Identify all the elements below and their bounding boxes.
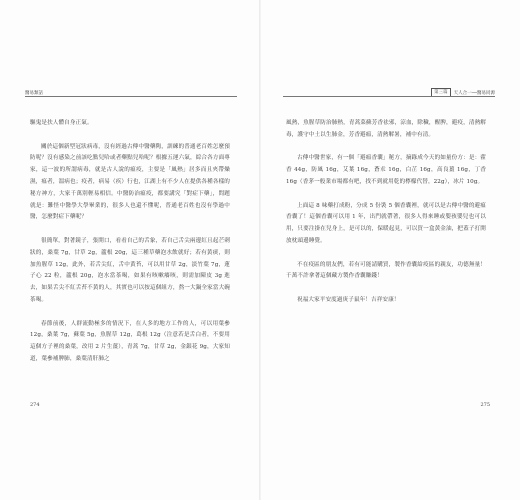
paragraph: 上面這 8 味藥打成粉，分成 5 份裝 5 個香囊裡，就可以是古傳中醫的避瘟香囊了！這個香囊可以用 1 年，出門就帶著，很多人得來睡或嬰孩嬰兒也可以用，只要注掛在兒身上，是可以的，保暖起見，可以買一盒黃金油，把蓋子打開放枕頭邊睡覺。: [286, 202, 486, 244]
left-page: [0, 0, 259, 500]
page-body: [286, 118, 486, 319]
paragraph: 風熱，魚腥草防治肺熱，青蒿菜蘇芳香祛邪，涼血，除穢，醒脾，避疫，清熱解毒，護守中土以生肺金，芳香避瘟，清熱解暑，補中有清。: [286, 120, 486, 138]
paragraph: 春節前後，人群流動極多的情況下，在人多的地方工作的人，可以用葉參 12g，桑葉 7g，蘇葉 5g，魚腥草 12g，葛根 12g（注意若是舌白者，不要用這個方子裡的桑葉，改用 2 片生薑），青蒿 7g，甘草 2g，金銀花 9g，大家知道，葉參補脾肺，桑葉清肝肺之: [30, 320, 230, 362]
right-page: [261, 0, 520, 500]
paragraph: 祝福大家平安度過庚子鼠年！吉祥安康！: [297, 296, 400, 303]
paragraph: 很簡單，對著鏡子，張開口，看看自己的舌象，若自己舌尖兩邊紅且起芒刺狀的，桑葉 7g，甘草 2g，蘆根 20g，這三種草藥泡水飲就好；若有黃痰，則加魚腥草 12g，此外，若舌尖紅，舌中黃苔，可以用甘草 2g，淡竹葉 7g，蓮子心 22 粒，蘆根 20g，泡水當茶喝，如果有咳嗽癢咳，則需加陳皮 3g 進去，如果舌尖不紅舌苔不黃的人，其實也可以按這個組方，熬一大鍋全家當大碗茶喝。: [30, 237, 230, 303]
chapter-title: 天人合一──醫易同源: [453, 90, 495, 96]
paragraph: 驅鬼是扶人體自身正氣。: [30, 120, 93, 126]
running-head: 醫易類話: [25, 91, 43, 96]
paragraph: 關於這個新型冠狀病毒，沒有經過古傳中醫藥陶，訓練的普通老百姓怎麼預防呢？沒有感染之前該吃點兒哈或者藥點兒哈呢？根據五運六氣，綜合各方面專家，這一波的所謂病毒，就是古人說的瘟疫，主要是「風熱」居多而且夾帶燥濕，瘟者，溫病也；疫者，病易（疾）行也，江湖上有不少人在提供各種各樣的秘方神方，大家千萬別輕易相信。中醫防治瘟疫，都要講究「對症下藥」，問題就是：難怪中醫學大學畢業的，很多人也還不懂呢，普通老百姓也沒有學過中醫，怎麼對症下藥呢？: [30, 143, 230, 221]
page-number: 274: [30, 402, 40, 408]
paragraph: 不在疫區的朋友們，若有可能請購買，製作香囊給疫區的親友，功德無量！千萬不許拿著這個藏方製作香囊賺錢！: [286, 261, 486, 280]
chapter-label: 第三篇: [431, 88, 451, 97]
header-rule: [283, 96, 495, 97]
paragraph: 古傳中醫世家，有一個「避瘟香囊」秘方，摘錄成今天的如量份方：是：藿香 44g，防風 16g，艾葉 16g，蒼朮 16g，白芷 16g，高良薑 16g，丁香 16g（香茅一般業市場都有吧，找不到就用乾的檸檬代替，22g），冰片 10g。: [286, 155, 486, 185]
page-body: [30, 118, 230, 378]
header-rule: [25, 96, 237, 97]
page-number: 275: [480, 402, 490, 408]
